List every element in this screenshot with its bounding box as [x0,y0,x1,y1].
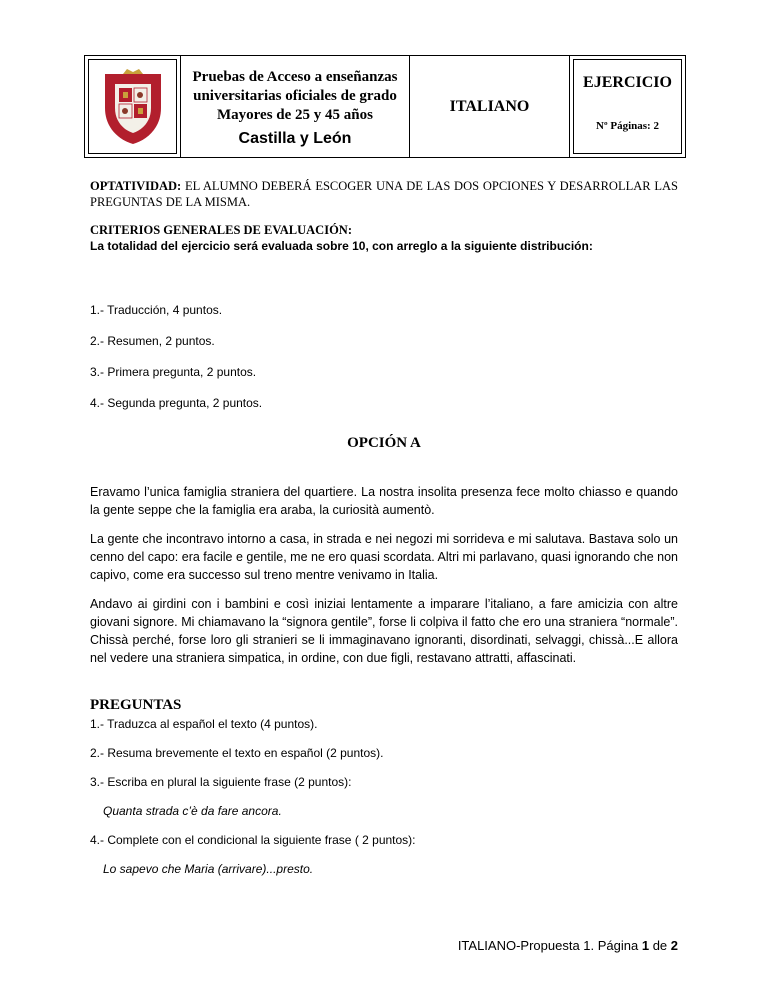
university-seal-icon [97,68,169,146]
list-item: 4.- Segunda pregunta, 2 puntos. [90,396,263,410]
subject-name: ITALIANO [449,98,530,115]
footer-page-number: 1 [641,938,650,953]
paragraph: Andavo ai girdini con i bambini e così iniziai lentamente a imparare l’italiano, a fare amicizia con altre giovani signore. Mi chiamavano la “signora gentile”, forse li colpiva il fatto che ero una straniera “normale”. Chissà perché, forse loro gli stranieri se li immaginavano ignoranti, disordinati, selvaggi, chissà...E allora nel vedere una straniera simpatica, in ordine, con due figli, restavano attratti, affascinati. [90,597,678,665]
page-footer [458,938,678,953]
footer-middle: de [649,938,671,953]
institution-cell [181,56,410,157]
list-item: 1.- Traducción, 4 puntos. [90,303,223,317]
exam-header [84,55,686,158]
option-title: OPCIÓN A [347,435,421,451]
optatividad-label: OPTATIVIDAD: [90,179,182,193]
question-3-example: Quanta strada c’è da fare ancora. [103,804,282,818]
criterios-subtitle: La totalidad del ejercicio será evaluada sobre 10, con arreglo a la siguiente distribución: [90,239,593,253]
paragraph: La gente che incontravo intorno a casa, in strada e nei negozi mi sorrideva e mi salutava. Bastava solo un cenno del capo: era facile e gentile, me ne ero quasi scordata. Altri mi parlavano, quasi ignorando che non capivo, come era successo sul treno mentre venivamo in Italia. [90,532,678,582]
subject-cell [410,56,570,157]
footer-total-pages: 2 [670,938,678,953]
optatividad-note [90,178,678,210]
list-item: 3.- Primera pregunta, 2 puntos. [90,365,257,379]
institution-line-1: Pruebas de Acceso a enseñanzas [192,69,398,85]
question-4: 4.- Complete con el condicional la siguiente frase ( 2 puntos): [90,833,416,847]
pages-count: Nº Páginas: 2 [596,120,659,132]
logo-cell [85,56,181,157]
footer-prefix: ITALIANO-Propuesta 1. Página [457,938,642,953]
exercise-cell [570,56,685,157]
question-2: 2.- Resuma brevemente el texto en español (2 puntos). [90,746,384,760]
institution-line-2: universitarias oficiales de grado [193,88,397,104]
question-1: 1.- Traduzca al español el texto (4 puntos). [90,717,318,731]
list-item: 2.- Resumen, 2 puntos. [90,334,215,348]
questions-title: PREGUNTAS [90,697,182,713]
criterios-list [90,302,678,426]
institution-line-3: Mayores de 25 y 45 años [217,107,373,123]
questions-list [90,716,678,890]
reading-text [90,483,678,678]
criterios-title: CRITERIOS GENERALES DE EVALUACIÓN: [90,223,352,237]
paragraph: Eravamo l’unica famiglia straniera del quartiere. La nostra insolita presenza fece molto chiasso e quando la gente seppe che la famiglia era araba, la curiosità aumentò. [90,485,678,517]
question-4-example: Lo sapevo che Maria (arrivare)...presto. [103,862,314,876]
question-3: 3.- Escriba en plural la siguiente frase (2 puntos): [90,775,352,789]
exercise-label: EJERCICIO [583,74,672,91]
region-name: Castilla y León [238,130,352,147]
optatividad-text: EL ALUMNO DEBERÁ ESCOGER UNA DE LAS DOS OPCIONES Y DESARROLLAR LAS PREGUNTAS DE LA MISMA. [90,179,678,209]
